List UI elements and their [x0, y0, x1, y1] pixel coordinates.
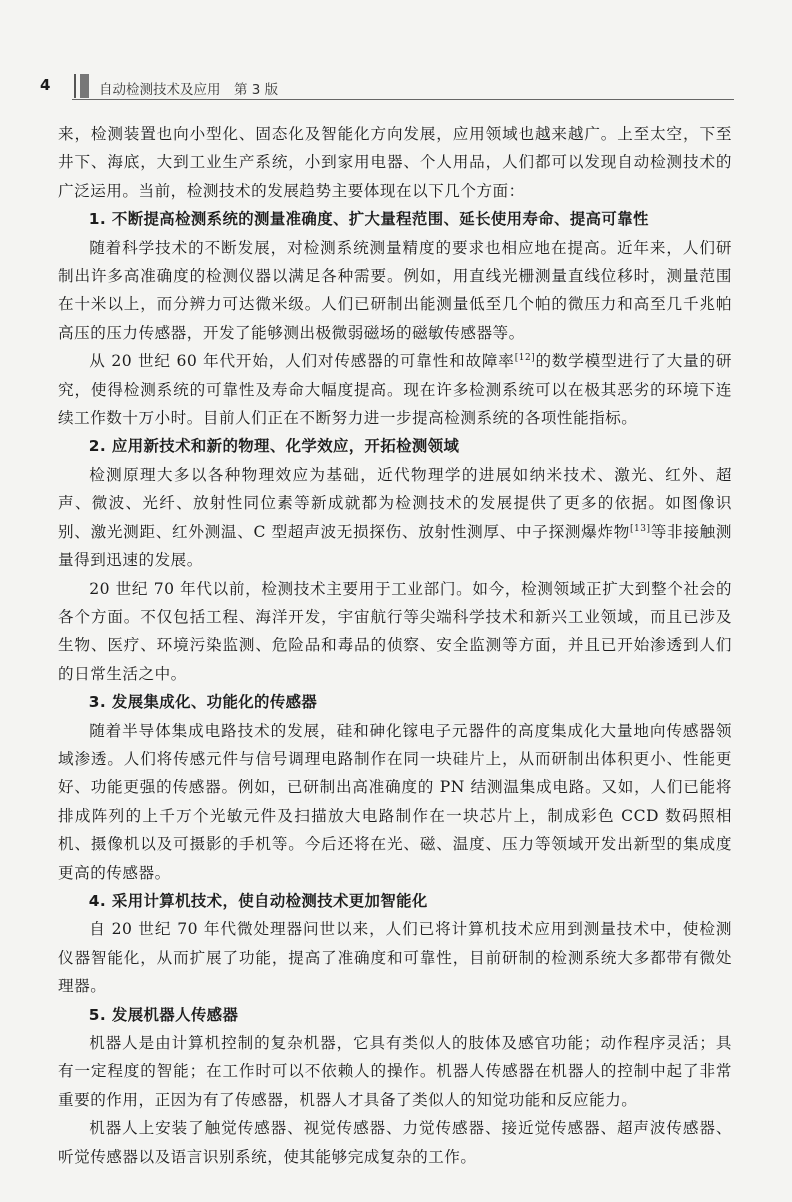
- paragraph-text: 的数学模型进行了大量的研究，使得检测系统的可靠性及寿命大幅度提高。现在许多检测系统可以在极其恶劣的环境下连续工作数十万小时。目前人们正在不断努力进一步提高检测系统的各项性能指标。: [58, 352, 732, 428]
- paragraph-with-citation: [58, 347, 732, 432]
- paragraph-with-citation: [58, 461, 732, 575]
- section-heading-4: 4. 采用计算机技术，使自动检测技术更加智能化: [88, 891, 428, 910]
- section-heading-3: 3. 发展集成化、功能化的传感器: [88, 693, 318, 712]
- paragraph: 随着科学技术的不断发展，对检测系统测量精度的要求也相应地在提高。近年来，人们研制出许多高准确度的检测仪器以满足各种需要。例如，用直线光栅测量直线位移时，测量范围在十米以上，而分辨力可达微米级。人们已研制出能测量低至几个帕的微压力和高至几千兆帕高压的压力传感器，开发了能够测出极微弱磁场的磁敏传感器等。: [58, 238, 732, 342]
- citation-ref: [12]: [514, 353, 536, 364]
- paragraph: 自 20 世纪 70 年代微处理器问世以来，人们已将计算机技术应用到测量技术中，使检测仪器智能化，从而扩展了功能，提高了准确度和可靠性，目前研制的检测系统大多都带有微处理器。: [58, 920, 732, 996]
- paragraph: 20 世纪 70 年代以前，检测技术主要用于工业部门。如今，检测领域正扩大到整个社会的各个方面。不仅包括工程、海洋开发，宇宙航行等尖端科学技术和新兴工业领域，而且已涉及生物、医疗、环境污染监测、危险品和毒品的侦察、安全监测等方面，并且已开始渗透到人们的日常生活之中。: [58, 579, 732, 683]
- header-rule: [72, 99, 734, 100]
- section-heading-5: 5. 发展机器人传感器: [88, 1005, 239, 1024]
- header-divider-thin: [74, 74, 76, 98]
- page-number: 4: [40, 76, 51, 94]
- running-header: [0, 74, 792, 102]
- paragraph-text: 检测原理大多以各种物理效应为基础，近代物理学的进展如纳米技术、激光、红外、超声、微波、光纤、放射性同位素等新成就都为检测技术的发展提供了更多的依据。如图像识别、激光测距、红外测温、C 型超声波无损探伤、放射性测厚、中子探测爆炸物: [58, 465, 732, 541]
- paragraph-text: 等非接触测量得到迅速的发展。: [58, 522, 732, 570]
- paragraph: 随着半导体集成电路技术的发展，硅和砷化镓电子元器件的高度集成化大量地向传感器领域渗透。人们将传感元件与信号调理电路制作在同一块硅片上，从而研制出体积更小、性能更好、功能更强的传感器。例如，已研制出高准确度的 PN 结测温集成电路。又如，人们已能将排成阵列的上千万个光敏元件及扫描放大电路制作在一块芯片上，制成彩色 CCD 数码照相机、摄像机以及可摄影的手机等。今后还将在光、磁、温度、压力等领域开发出新型的集成度更高的传感器。: [58, 721, 732, 882]
- paragraph-text: 从 20 世纪 60 年代开始，人们对传感器的可靠性和故障率: [89, 352, 515, 371]
- header-divider-thick: [80, 74, 89, 98]
- paragraph: 机器人是由计算机控制的复杂机器，它具有类似人的肢体及感官功能；动作程序灵活；具有一定程度的智能；在工作时可以不依赖人的操作。机器人传感器在机器人的控制中起了非常重要的作用，正因为有了传感器，机器人才具备了类似人的知觉功能和反应能力。: [58, 1034, 732, 1109]
- section-heading-1: 1. 不断提高检测系统的测量准确度、扩大量程范围、延长使用寿命、提高可靠性: [88, 210, 649, 229]
- paragraph-continued: 来，检测装置也向小型化、固态化及智能化方向发展，应用领域也越来越广。上至太空，下至井下、海底，大到工业生产系统，小到家用电器、个人用品，人们都可以发现自动检测技术的广泛运用。当前，检测技术的发展趋势主要体现在以下几个方面：: [58, 125, 732, 200]
- page-body: [58, 120, 732, 1171]
- citation-ref: [13]: [630, 523, 651, 534]
- book-title: 自动检测技术及应用 第 3 版: [99, 82, 279, 98]
- section-heading-2: 2. 应用新技术和新的物理、化学效应，开拓检测领域: [88, 437, 460, 456]
- paragraph: 机器人上安装了触觉传感器、视觉传感器、力觉传感器、接近觉传感器、超声波传感器、听觉传感器以及语言识别系统，使其能够完成复杂的工作。: [58, 1119, 732, 1166]
